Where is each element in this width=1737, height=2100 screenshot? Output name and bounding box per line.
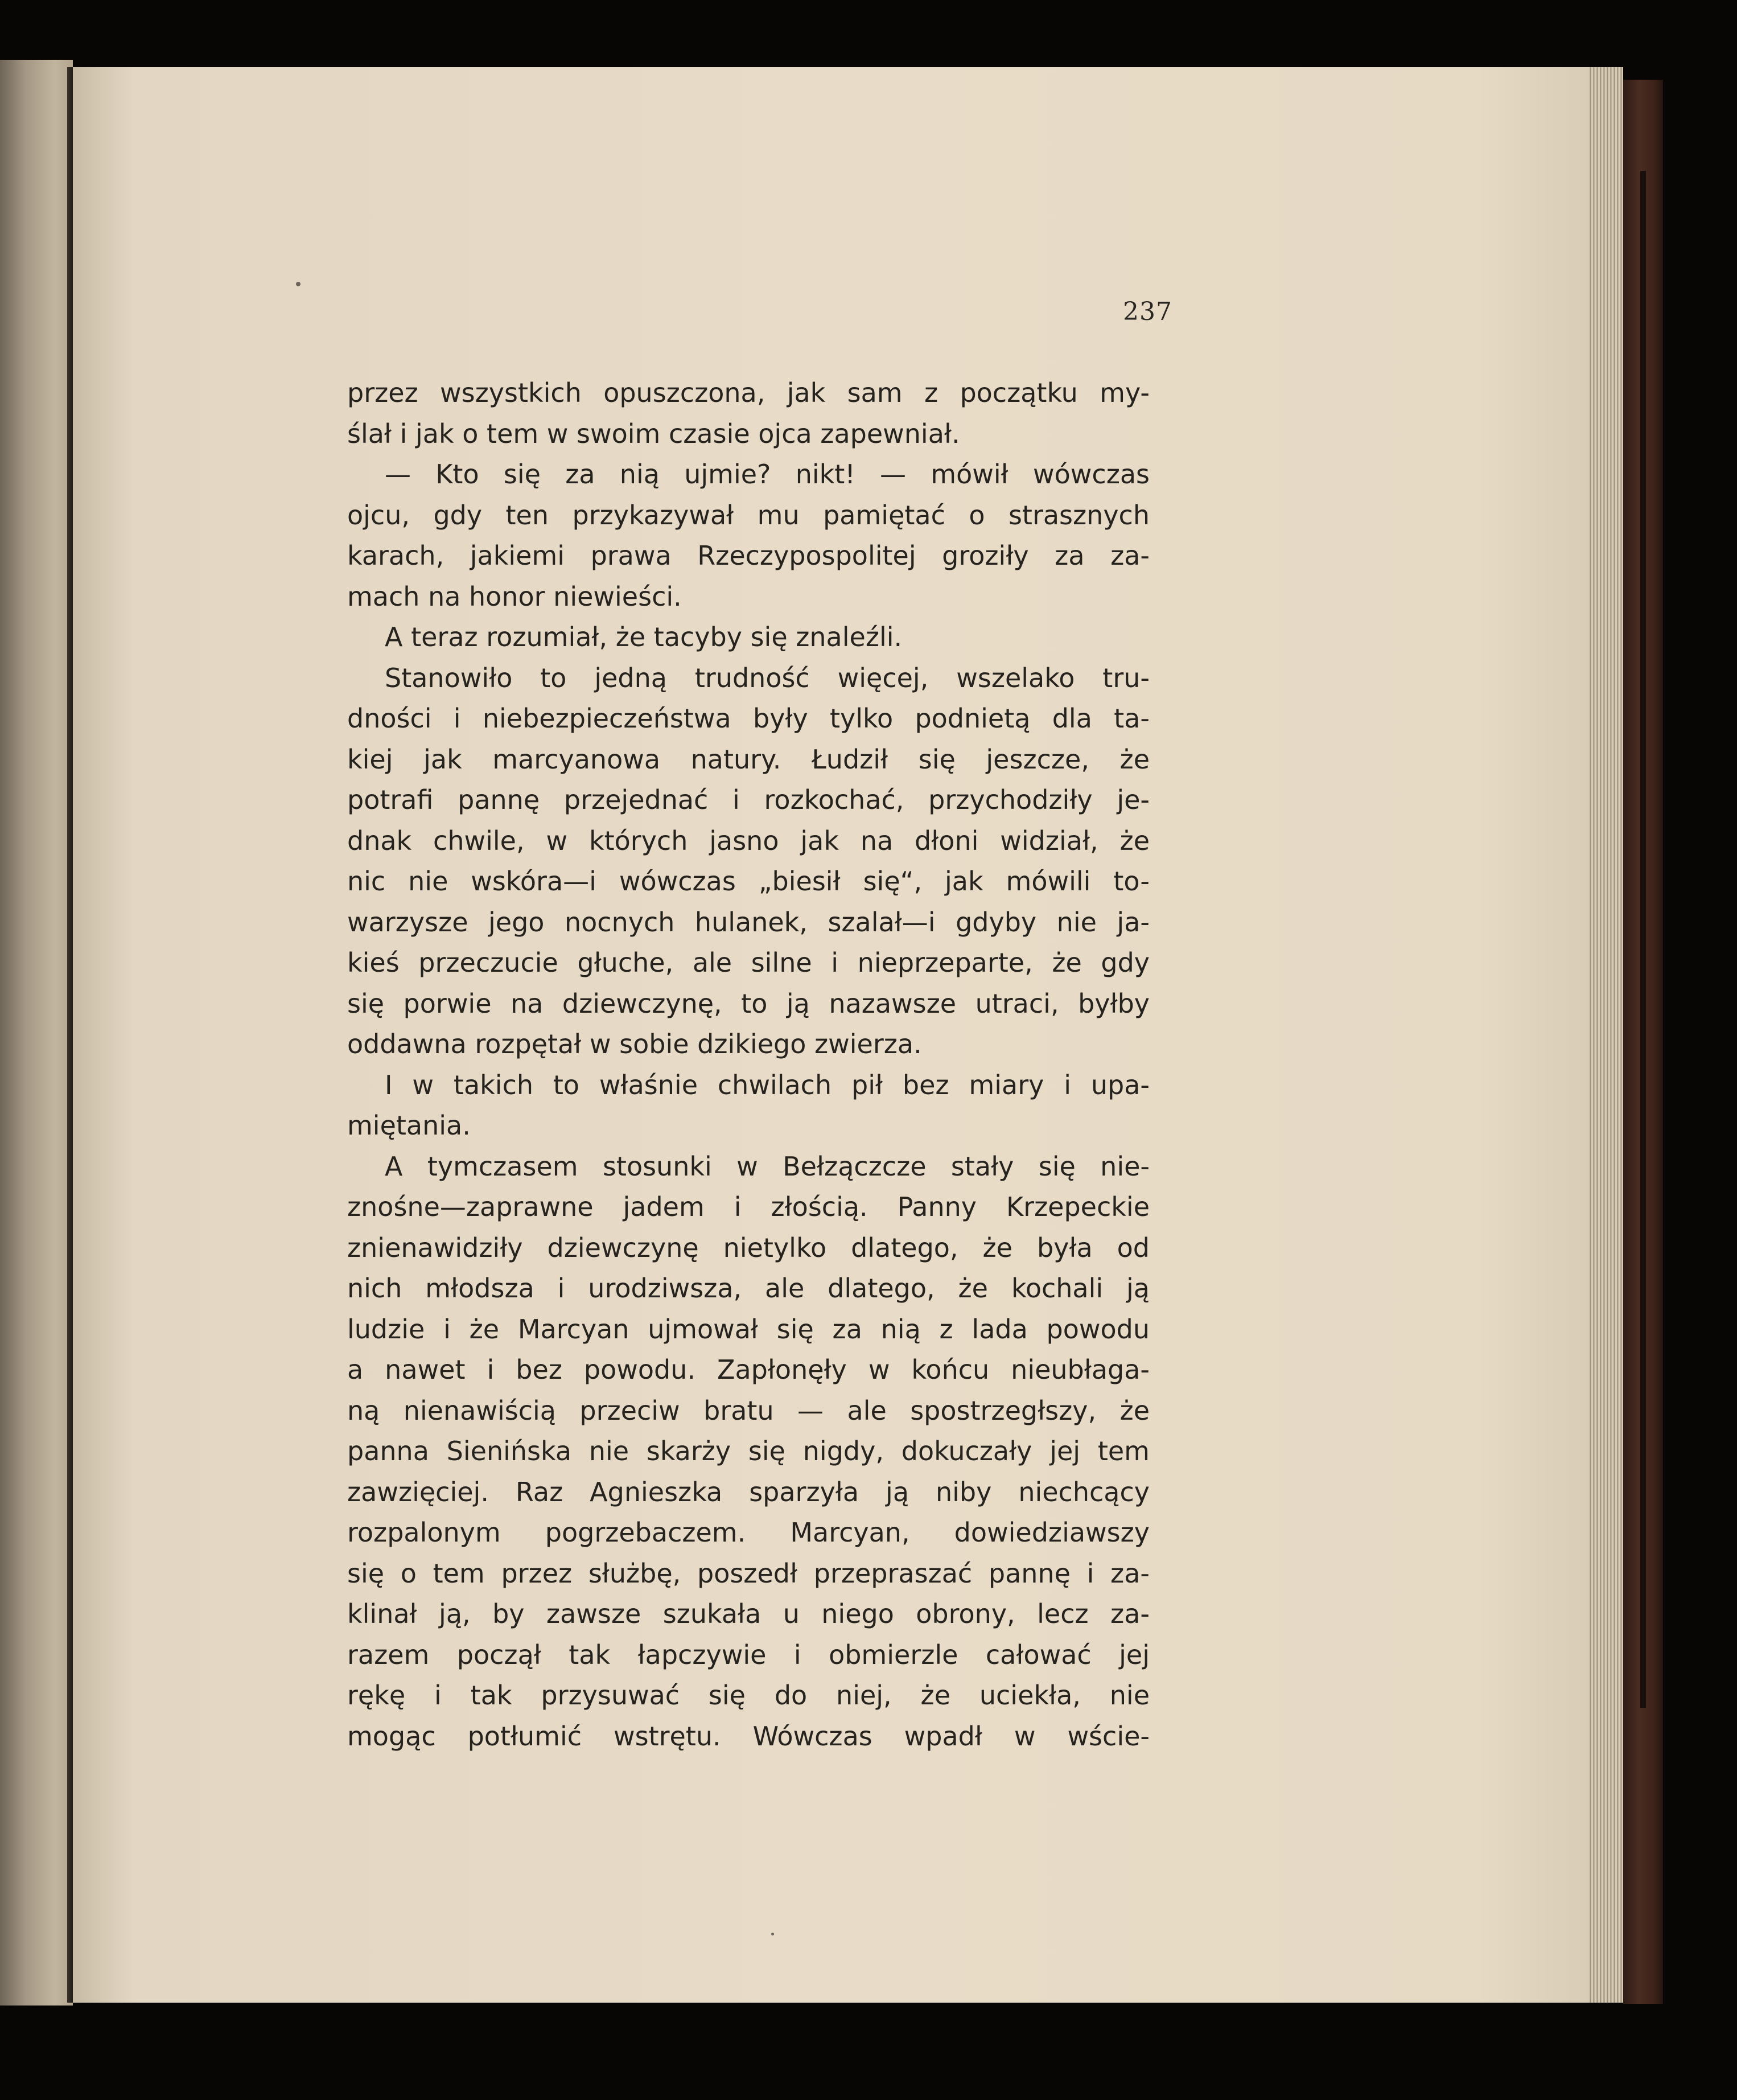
text-line: przez wszystkich opuszczona, jak sam z początku my- <box>347 377 1150 408</box>
text-line: a nawet i bez powodu. Zapłonęły w końcu nieubłaga- <box>347 1354 1150 1385</box>
text-line: A tymczasem stosunki w Bełzączcze stały się nie- <box>385 1150 1150 1182</box>
text-line: warzysze jego nocnych hulanek, szalał—i gdyby nie ja- <box>347 906 1150 938</box>
text-line: się porwie na dziewczynę, to ją nazawsze utraci, byłby <box>347 988 1150 1019</box>
text-line: znienawidziły dziewczynę nietylko dlatego, że była od <box>347 1232 1150 1263</box>
text-line: rękę i tak przysuwać się do niej, że uciekła, nie <box>347 1680 1150 1711</box>
text-line: razem począł tak łapczywie i obmierzle całować jej <box>347 1639 1150 1670</box>
text-line: się o tem przez służbę, poszedł przepraszać pannę i za- <box>347 1557 1150 1589</box>
text-line: karach, jakiemi prawa Rzeczypospolitej groziły za za- <box>347 540 1150 571</box>
body-text <box>347 373 1150 1757</box>
text-line: ludzie i że Marcyan ujmował się za nią z lada powodu <box>347 1313 1150 1345</box>
text-line: — Kto się za nią ujmie? nikt! — mówił wówczas <box>385 459 1150 490</box>
text-line: znośne—zaprawne jadem i złością. Panny Krzepeckie <box>347 1191 1150 1222</box>
paper-speck <box>296 282 301 286</box>
text-line: oddawna rozpętał w sobie dzikiego zwierza. <box>347 1029 922 1059</box>
text-line: mogąc potłumić wstrętu. Wówczas wpadł w wście- <box>347 1720 1150 1752</box>
left-page-edge <box>0 60 73 2006</box>
text-line: klinał ją, by zawsze szukała u niego obrony, lecz za- <box>347 1598 1150 1629</box>
cover-spine-stripe <box>1640 171 1646 1708</box>
text-line: A teraz rozumiał, że tacyby się znaleźli. <box>385 622 903 652</box>
text-line: kieś przeczucie głuche, ale silne i nieprzeparte, że gdy <box>347 947 1150 978</box>
text-line: nic nie wskóra—i wówczas „biesił się“, jak mówili to- <box>347 866 1150 897</box>
page-edges <box>1588 67 1623 2003</box>
text-line: dnak chwile, w których jasno jak na dłoni widział, że <box>347 825 1150 856</box>
text-line: miętania. <box>347 1110 471 1141</box>
text-line: ojcu, gdy ten przykazywał mu pamiętać o strasznych <box>347 499 1150 531</box>
text-line: zawzięciej. Raz Agnieszka sparzyła ją niby niechcący <box>347 1476 1150 1507</box>
text-line: ną nienawiścią przeciw bratu — ale spostrzegłszy, że <box>347 1395 1150 1426</box>
page-number: 237 <box>1123 297 1172 326</box>
text-line: panna Sienińska nie skarży się nigdy, dokuczały jej tem <box>347 1436 1150 1466</box>
text-line: I w takich to właśnie chwilach pił bez miary i upa- <box>385 1069 1150 1100</box>
paper-speck <box>771 1933 774 1935</box>
text-line: mach na honor niewieści. <box>347 581 682 612</box>
text-line: rozpalonym pogrzebaczem. Marcyan, dowiedziawszy <box>347 1517 1150 1548</box>
text-line: nich młodsza i urodziwsza, ale dlatego, że kochali ją <box>347 1273 1150 1304</box>
text-line: kiej jak marcyanowa natury. Łudził się jeszcze, że <box>347 743 1150 775</box>
text-line: Stanowiło to jedną trudność więcej, wszelako tru- <box>385 662 1150 693</box>
text-line: dności i niebezpieczeństwa były tylko podnietą dla ta- <box>347 703 1150 734</box>
text-line: potrafi pannę przejednać i rozkochać, przychodziły je- <box>347 784 1150 815</box>
text-line: ślał i jak o tem w swoim czasie ojca zapewniał. <box>347 418 960 449</box>
